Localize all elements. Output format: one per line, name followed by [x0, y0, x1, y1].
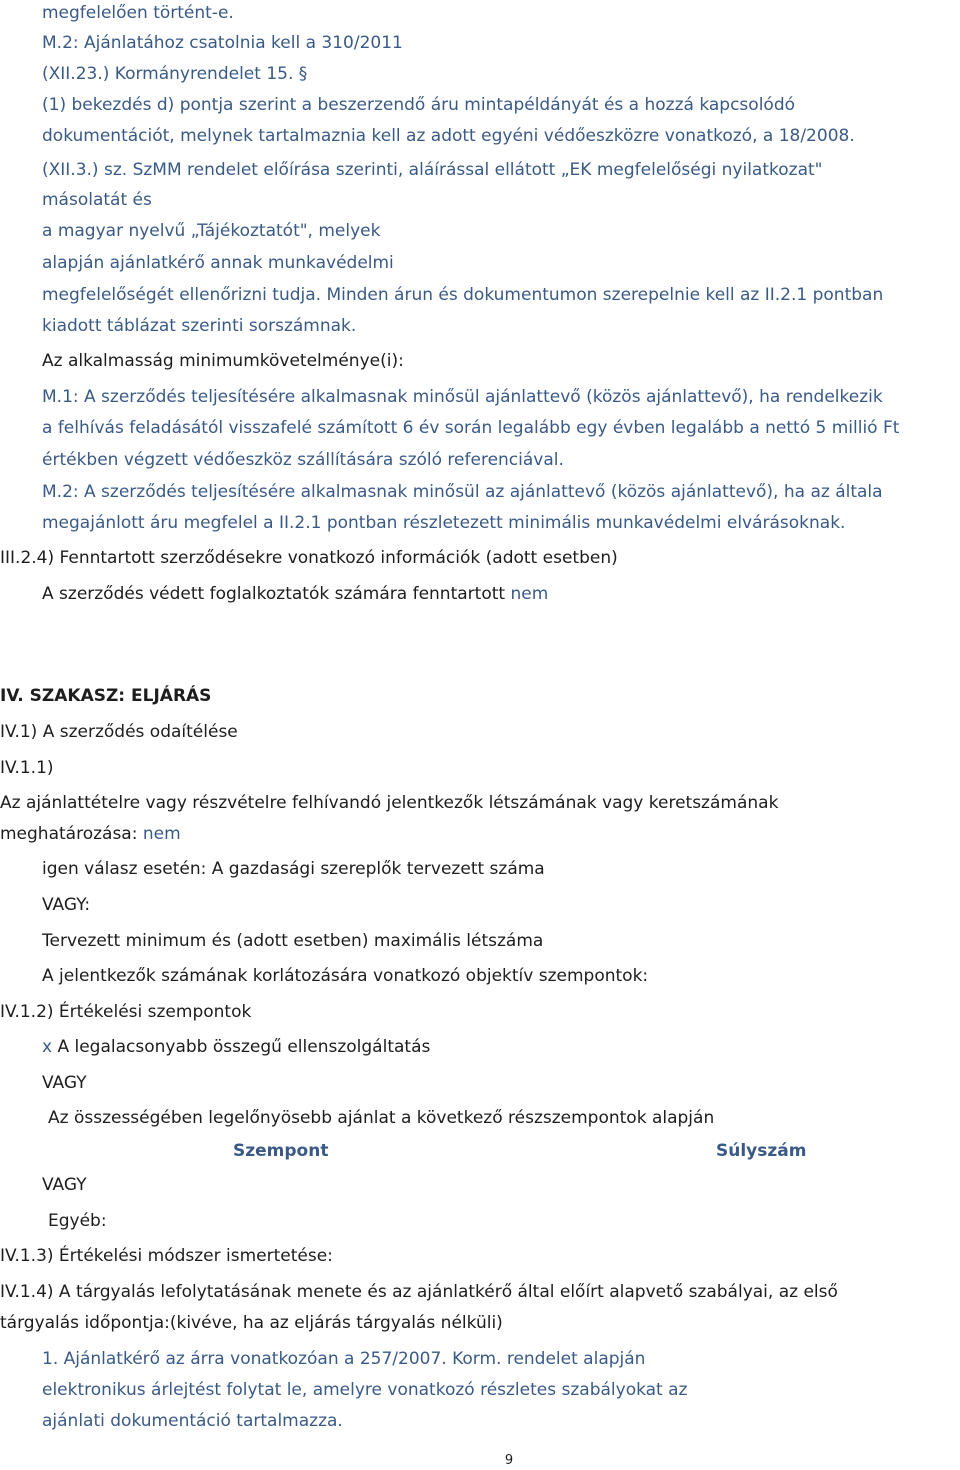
text-line: Egyéb: [48, 1211, 107, 1231]
text-line: elektronikus árlejtést folytat le, amelyre vonatkozó részletes szabályokat az [42, 1380, 688, 1400]
text-fragment: Minden árun és dokumentumon szerepelnie kell az II.2.1 pontban [326, 285, 884, 305]
text-fragment: (XII.3.) sz. [42, 160, 128, 180]
text-line: Az ajánlattételre vagy részvételre felhívandó jelentkezők létszámának vagy keretszámának [0, 793, 779, 813]
text-line: alapján ajánlatkérő annak munkavédelmi [42, 253, 394, 273]
text-line: Tervezett minimum és (adott esetben) maximális létszáma [42, 931, 544, 951]
text-fragment: SzMM rendelet előírása szerinti, aláírással ellátott „EK megfelelőségi nyilatkozat" [132, 160, 823, 180]
text-line: kiadott táblázat szerinti sorszámnak. [42, 316, 357, 336]
text-line [42, 284, 883, 306]
reserved-value: nem [510, 584, 549, 604]
text-line: tárgyalás időpontja:(kivéve, ha az eljárás tárgyalás nélküli) [0, 1313, 503, 1333]
text-line: IV.1.4) A tárgyalás lefolytatásának menete és az ajánlatkérő által előírt alapvető szabályai, az első [0, 1282, 838, 1302]
text-line: M.1: A szerződés teljesítésére alkalmasnak minősül ajánlattevő (közös ajánlattevő), ha rendelkezik [42, 387, 883, 407]
page-number: 9 [504, 1453, 514, 1468]
text-line: megajánlott áru megfelel a II.2.1 pontban részletezett minimális munkavédelmi elvárásoknak. [42, 513, 846, 533]
section-heading: IV.1.2) Értékelési szempontok [0, 1002, 252, 1022]
text-line: (1) bekezdés d) pontja szerint a beszerzendő áru mintapéldányát és a hozzá kapcsolódó [42, 95, 796, 115]
text-line: VAGY [42, 1073, 87, 1093]
text-line: a magyar nyelvű „Tájékoztatót", melyek [42, 221, 381, 241]
text-line: a felhívás feladásától visszafelé számított 6 év során legalább egy évben legalább a nettó 5 millió Ft [42, 418, 900, 438]
text-line: M.2: A szerződés teljesítésére alkalmasnak minősül az ajánlattevő (közös ajánlattevő), ha az általa [42, 482, 883, 502]
criterion-text: A legalacsonyabb összegű ellenszolgáltatás [57, 1037, 431, 1057]
text-line: Az összességében legelőnyösebb ajánlat a következő részszempontok alapján [48, 1108, 715, 1128]
section-heading: III.2.4) Fenntartott szerződésekre vonatkozó információk (adott esetben) [0, 548, 618, 568]
text-line: ajánlati dokumentáció tartalmazza. [42, 1411, 343, 1431]
text-line: 1. Ajánlatkérő az árra vonatkozóan a 257/2007. Korm. rendelet alapján [42, 1349, 646, 1369]
section-heading: IV.1) A szerződés odaítélése [0, 722, 238, 742]
question-value: nem [142, 824, 181, 844]
text-line: értékben végzett védőeszköz szállítására szóló referenciával. [42, 450, 564, 470]
table-header-criterion: Szempont [233, 1141, 329, 1161]
text-line: VAGY: [42, 895, 91, 915]
text-fragment: megfelelőségét ellenőrizni tudja. [42, 285, 322, 305]
selected-mark: x [42, 1037, 53, 1057]
section-heading: IV.1.1) [0, 758, 54, 778]
text-line [0, 823, 181, 845]
section-title: IV. SZAKASZ: ELJÁRÁS [0, 686, 212, 706]
section-heading: IV.1.3) Értékelési módszer ismertetése: [0, 1246, 333, 1266]
text-line: M.2: Ajánlatához csatolnia kell a 310/2011 [42, 33, 403, 53]
text-line [42, 1036, 430, 1058]
text-line: (XII.23.) Kormányrendelet 15. § [42, 64, 308, 84]
text-line: dokumentációt, melynek tartalmaznia kell az adott egyéni védőeszközre vonatkozó, a 18/2008. [42, 126, 855, 146]
reserved-text: A szerződés védett foglalkoztatók számára fenntartott [42, 584, 506, 604]
suitability-heading: Az alkalmasság minimumkövetelménye(i): [42, 351, 404, 371]
text-line: A jelentkezők számának korlátozására vonatkozó objektív szempontok: [42, 966, 649, 986]
text-line [42, 583, 548, 605]
question-label: meghatározása: [0, 824, 138, 844]
text-line: igen válasz esetén: A gazdasági szereplők tervezett száma [42, 859, 545, 879]
text-line: VAGY [42, 1175, 87, 1195]
text-line [42, 159, 822, 181]
text-line: megfelelően történt-e. [42, 3, 234, 23]
table-header-weight: Súlyszám [716, 1141, 807, 1161]
text-line: másolatát és [42, 190, 152, 210]
